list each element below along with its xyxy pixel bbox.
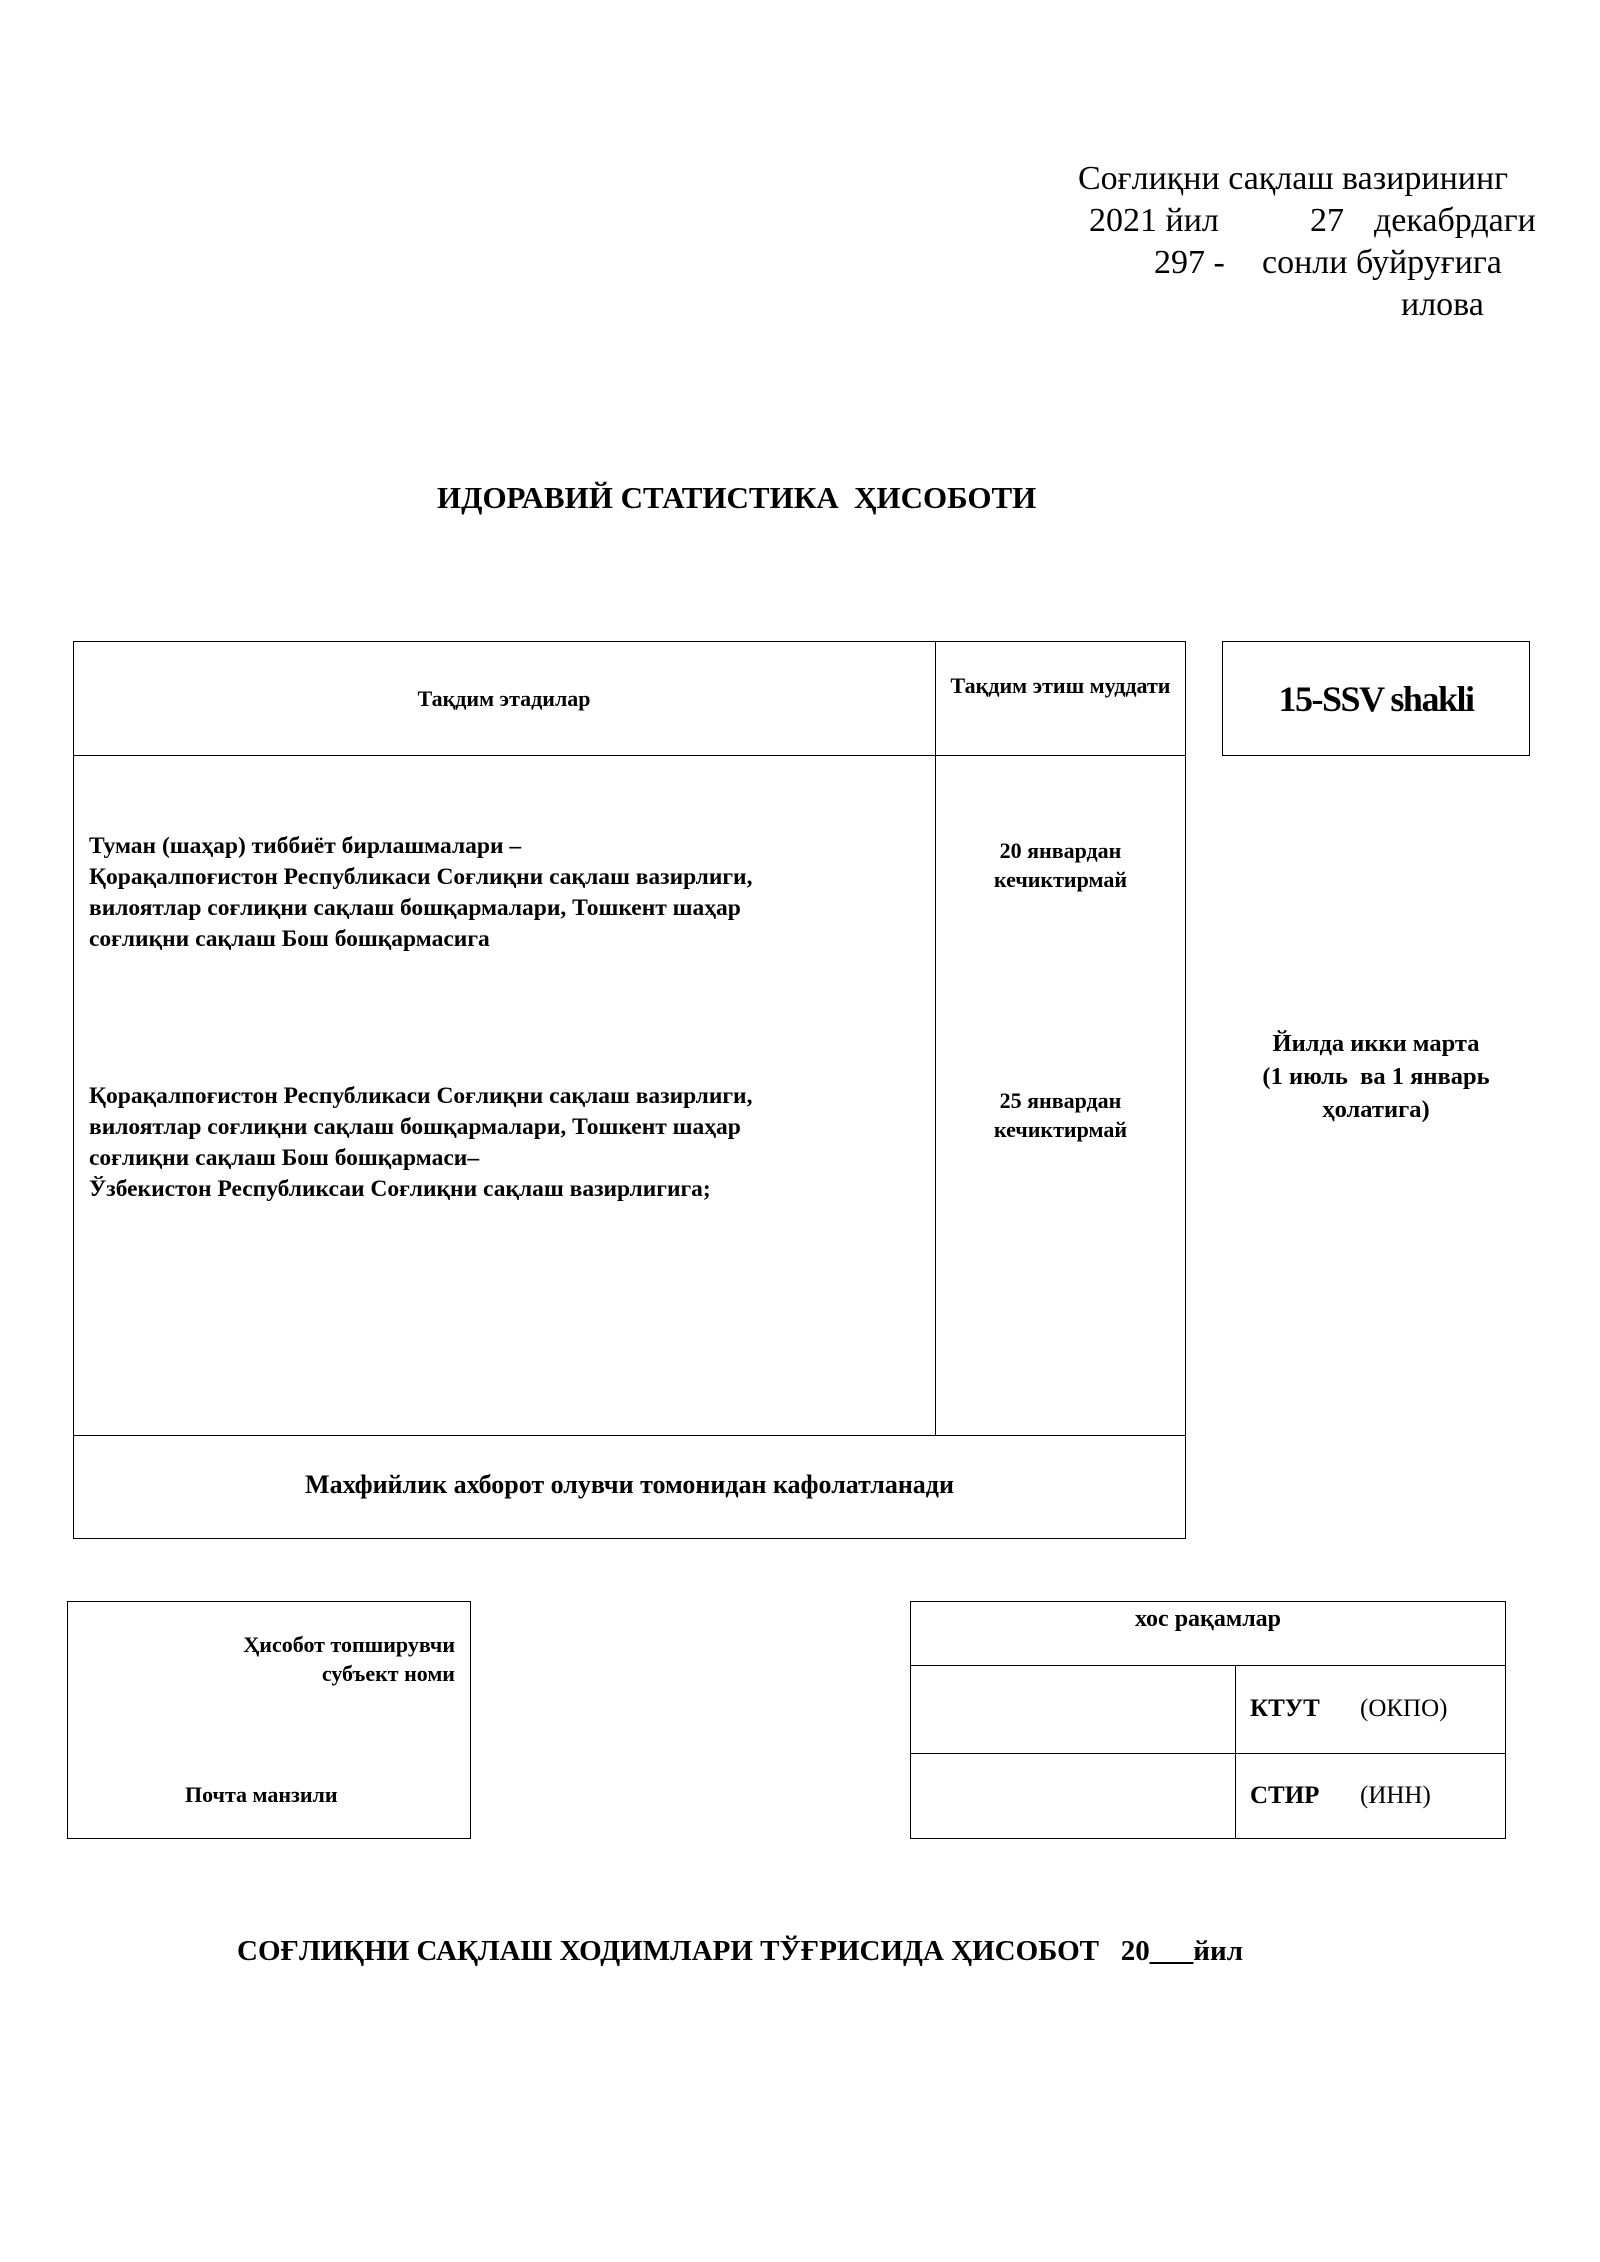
ktut-label: КТУТ [1250, 1695, 1320, 1722]
appendix-line-1: Соғлиқни сақлаш вазирининг [1078, 160, 1509, 197]
ktut-value-field[interactable] [910, 1666, 1235, 1753]
row1-submitters: Туман (шаҳар) тиббиёт бирлашмалари – Қорақалпоғистон Республикаси Соғлиқни сақлаш вазирлиги, вилоятлар соғлиқни сақлаш бошқармалари, Тошкент шаҳар соғлиқни сақлаш Бош бошқармасига [89, 833, 753, 952]
appendix-month: декабрдаги [1374, 202, 1536, 239]
document-title: ИДОРАВИЙ СТАТИСТИКА ҲИСОБОТИ [437, 480, 1037, 515]
subject-name-field[interactable] [471, 1601, 910, 1839]
postal-address-label: Почта манзили [185, 1782, 338, 1807]
form-code-box [1222, 641, 1530, 756]
periodicity-note: Йилда икки марта (1 июль ва 1 январь ҳолатига) [1262, 1030, 1490, 1123]
appendix-line-4: илова [1401, 286, 1484, 323]
appendix-year: 2021 йил [1089, 202, 1219, 239]
ktut-ru-label: (ОКПО) [1360, 1695, 1448, 1722]
table-divider [73, 1435, 1186, 1436]
subject-name-label: Ҳисобот топширувчи субъект номи [243, 1632, 455, 1686]
table-divider [935, 641, 936, 1436]
report-title: СОҒЛИҚНИ САҚЛАШ ХОДИМЛАРИ ТЎҒРИСИДА ҲИСОБОТ 20___йил [237, 1935, 1243, 1967]
confidentiality-note: Махфийлик ахборот олувчи томонидан кафолатланади [305, 1470, 954, 1499]
row1-deadline: 20 январдан кечиктирмай [994, 838, 1127, 892]
header-submitters: Тақдим этадилар [417, 686, 591, 711]
appendix-day: 27 [1310, 202, 1344, 239]
codes-divider [1235, 1665, 1236, 1839]
order-number: 297 - [1154, 244, 1225, 281]
header-deadline: Тақдим этиш муддати [950, 673, 1171, 698]
stir-label: СТИР [1250, 1782, 1320, 1809]
appendix-line-3: сонли буйруғига [1262, 244, 1502, 281]
stir-ru-label: (ИНН) [1360, 1782, 1431, 1809]
stir-value-field[interactable] [910, 1754, 1235, 1838]
row2-submitters: Қорақалпоғистон Республикаси Соғлиқни сақлаш вазирлиги, вилоятлар соғлиқни сақлаш бошқармалари, Тошкент шаҳар соғлиқни сақлаш Бош бошқармаси– Ўзбекистон Республиксаи Соғлиқни сақлаш вазирлигига; [89, 1083, 753, 1202]
table-divider [73, 755, 1186, 756]
form-code: 15-SSV shakli [1278, 678, 1474, 719]
codes-header: хос рақамлар [1134, 1606, 1282, 1632]
row2-deadline: 25 январдан кечиктирмай [994, 1088, 1127, 1142]
